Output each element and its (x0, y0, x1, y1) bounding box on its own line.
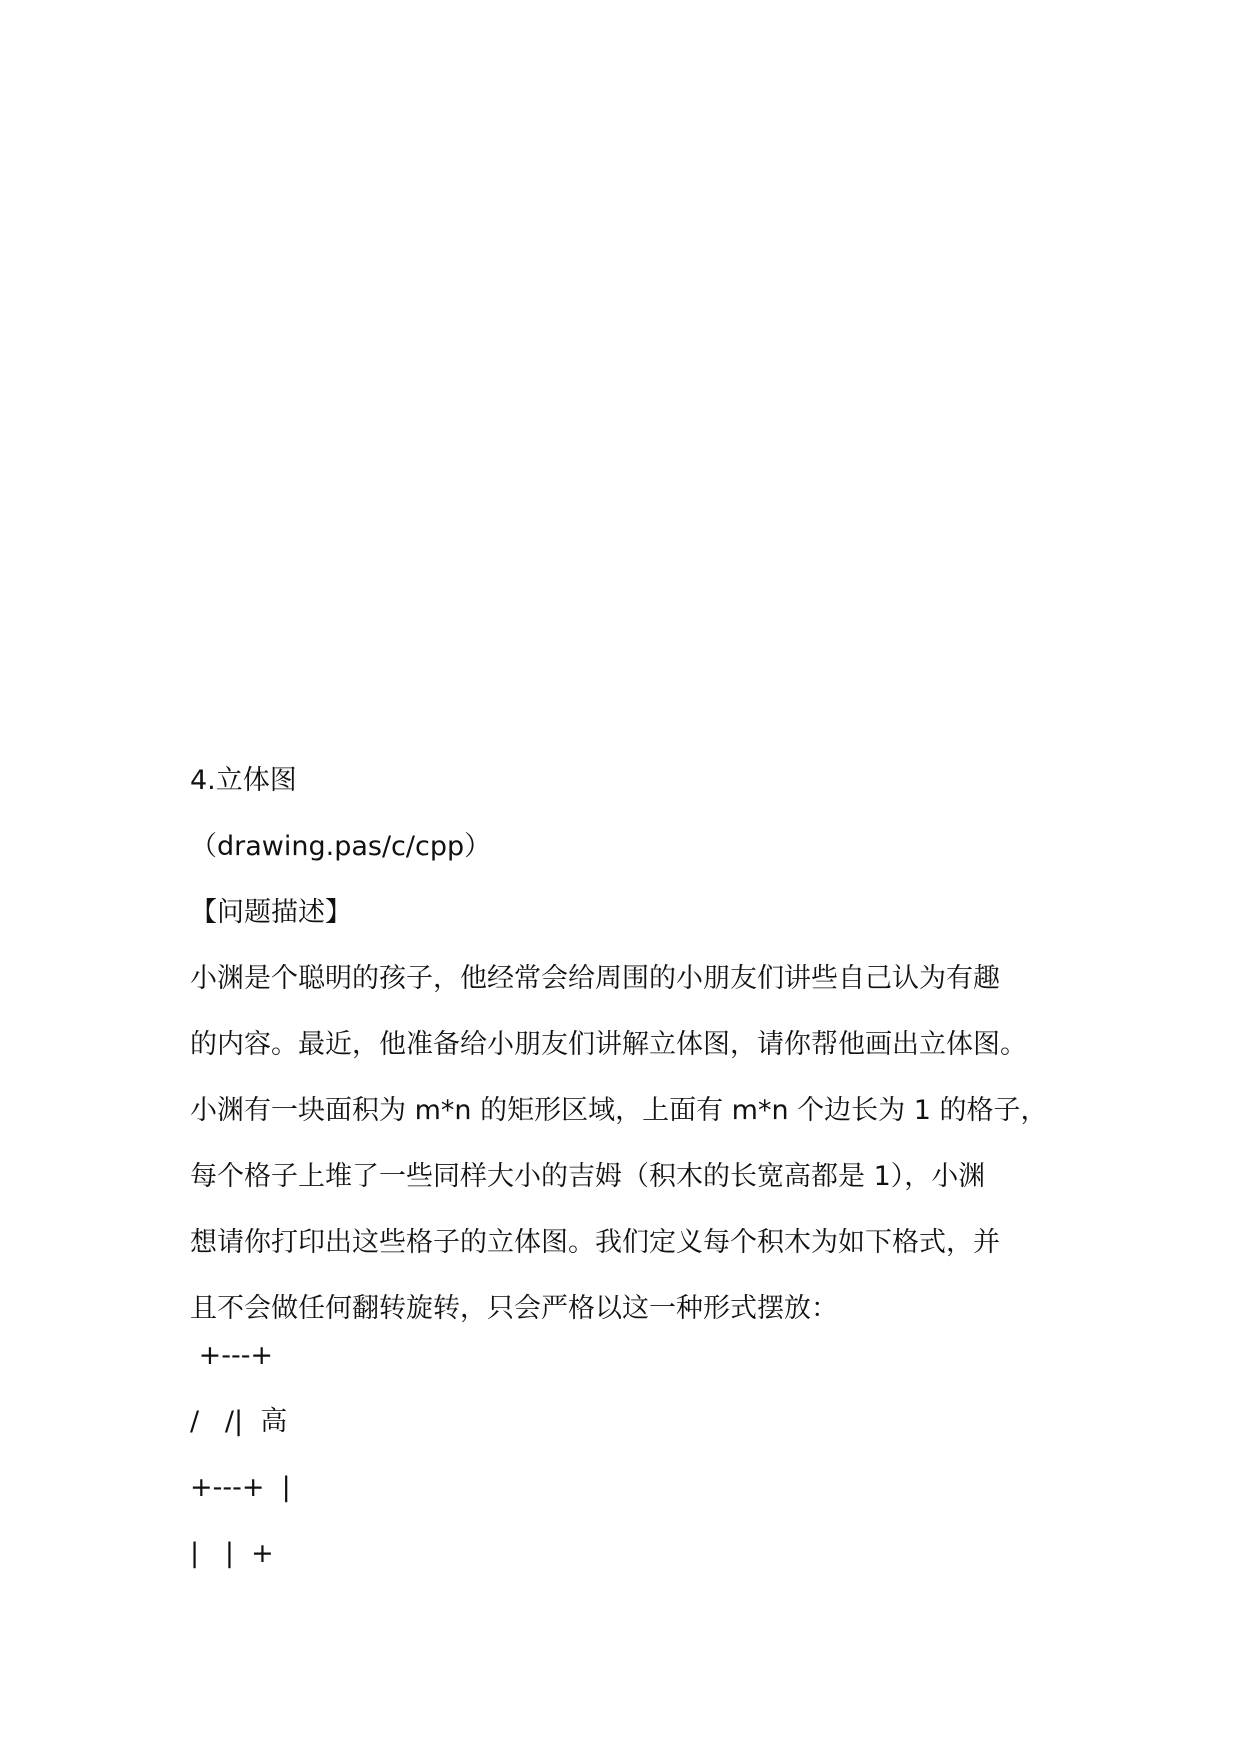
block-art-line: +---+ (190, 1340, 274, 1371)
block-art-line: +---+ | (190, 1472, 291, 1503)
problem-heading: 4.立体图 (190, 765, 297, 796)
paragraph-line: 小渊有一块面积为 m*n 的矩形区域，上面有 m*n 个边长为 1 的格子， (190, 1095, 1048, 1126)
block-art-line: / /| 高 (190, 1406, 288, 1437)
paragraph-line: 的内容。最近，他准备给小朋友们讲解立体图，请你帮他画出立体图。 (190, 1029, 1027, 1060)
paragraph-line: 小渊是个聪明的孩子，他经常会给周围的小朋友们讲些自己认为有趣 (190, 963, 1000, 994)
document-body (190, 748, 1060, 1342)
block-ascii-art (190, 1323, 590, 1587)
paragraph-line: 每个格子上堆了一些同样大小的吉姆（积木的长宽高都是 1），小渊 (190, 1161, 986, 1192)
paragraph-line: 且不会做任何翻转旋转，只会严格以这一种形式摆放： (190, 1293, 838, 1324)
paragraph-line: 想请你打印出这些格子的立体图。我们定义每个积木为如下格式，并 (190, 1227, 1000, 1258)
section-title: 【问题描述】 (190, 897, 352, 928)
problem-filename: （drawing.pas/c/cpp） (190, 831, 492, 862)
block-art-line: | | + (190, 1538, 274, 1569)
